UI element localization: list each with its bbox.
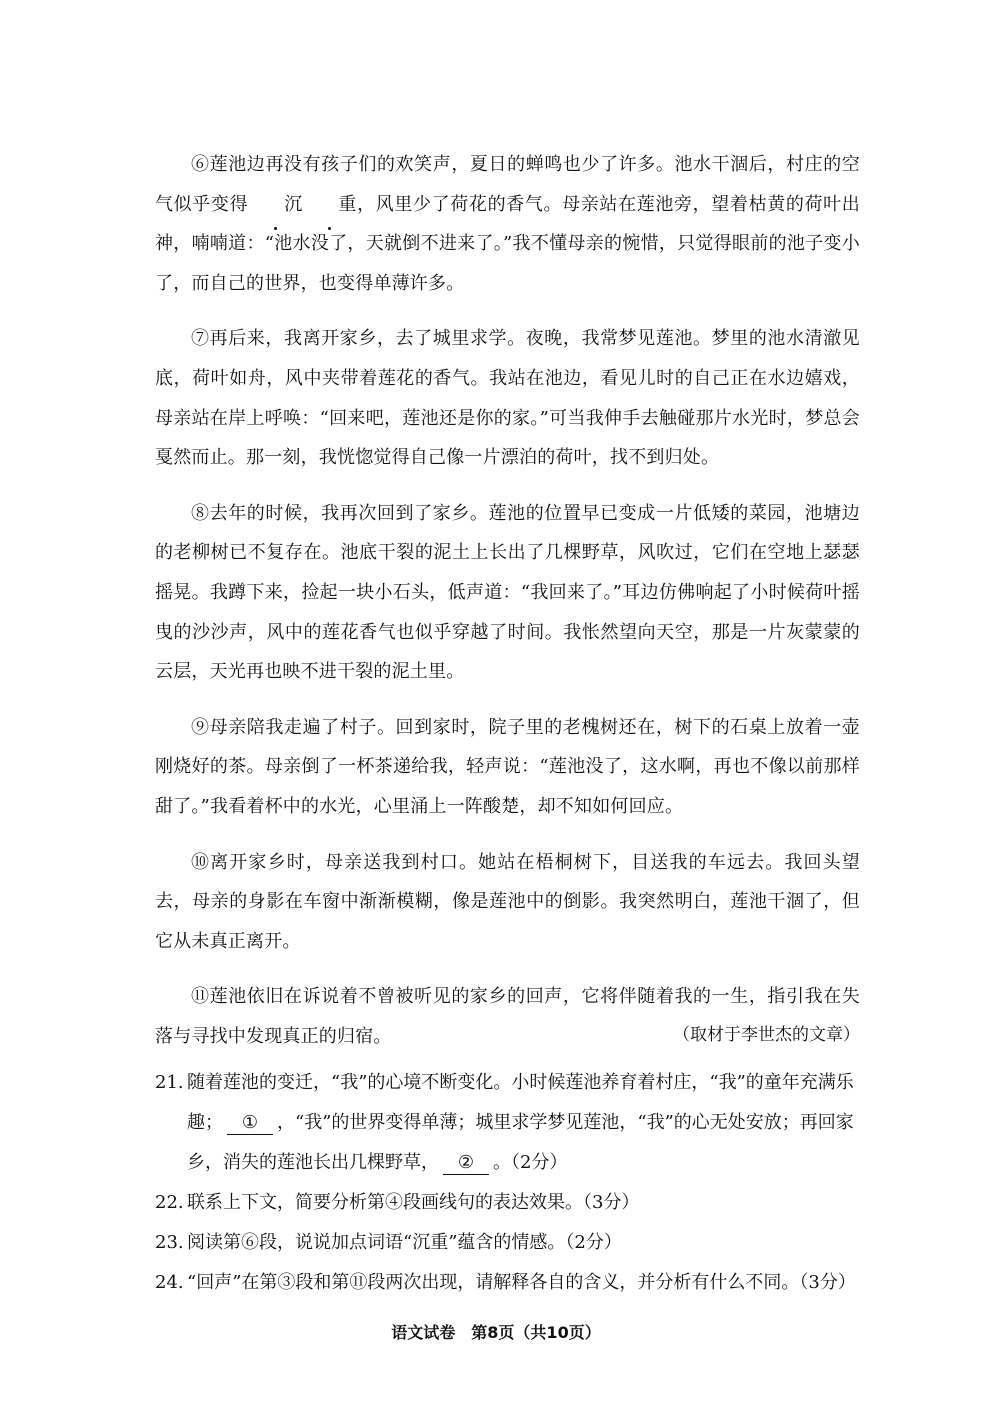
emphasis-dot-char: 重 xyxy=(302,185,356,225)
paragraph-6-text: ⑥莲池边再没有孩子们的欢笑声，夏日的蝉鸣也少了许多。池水干涸后，村庄的空气似乎变得 沉 重，风里少了荷花的香气。母亲站在莲池旁，望着枯黄的荷叶出神，喃喃道：“池水没了，天就倒不进来了。”我不懂母亲的惋惜，只觉得眼前的池子变小了，而自己的世界，也变得单薄许多。 xyxy=(155,154,860,294)
question-number: 24. xyxy=(155,1272,184,1293)
emphasis-dot-char: 沉 xyxy=(248,185,302,225)
question-21-text-a: 随着莲池的变迁，“我”的心境不断变化。小时候莲池养育着村庄，“我”的童年充满乐趣； xyxy=(187,1072,854,1133)
answer-blank-1[interactable] xyxy=(227,1112,273,1135)
blank-2-marker: ② xyxy=(457,1152,475,1173)
question-21-text-b: ，“我”的世界变得单薄；城里求学梦见莲池，“我”的心无处安放；再回家乡，消失的莲池长出几棵野草， xyxy=(187,1112,854,1173)
question-number: 22. xyxy=(155,1192,184,1213)
question-21 xyxy=(155,1063,865,1183)
paragraph-10: ⑩离开家乡时，母亲送我到村口。她站在梧桐树下，目送我的车远去。我回头望去，母亲的身影在车窗中渐渐模糊，像是莲池中的倒影。我突然明白，莲池干涸了，但它从未真正离开。 xyxy=(155,851,860,952)
article-body xyxy=(155,145,860,1072)
paragraph-11: ⑪莲池依旧在诉说着不曾被听见的家乡的回声，它将伴随着我的一生，指引我在失落与寻找中发现真正的归宿。 xyxy=(155,986,860,1047)
question-23-text: 阅读第⑥段，说说加点词语“沉重”蕴含的情感。（2分） xyxy=(187,1232,622,1253)
paragraph-8: ⑧去年的时候，我再次回到了家乡。莲池的位置早已变成一片低矮的菜园，池塘边的老柳树已不复存在。池底干裂的泥土上长出了几棵野草，风吹过，它们在空地上瑟瑟摇晃。我蹲下来，捡起一块小石头，低声道：“我回来了。”耳边仿佛响起了小时候荷叶摇曳的沙沙声，风中的莲花香气也似乎穿越了时间。我怅然望向天空，那是一片灰蒙蒙的云层，天光再也映不进干裂的泥土里。 xyxy=(155,502,860,683)
answer-blank-2[interactable] xyxy=(443,1152,489,1175)
question-24-text: “回声”在第③段和第⑪段两次出现，请解释各自的含义，并分析有什么不同。（3分） xyxy=(187,1272,856,1293)
paragraph-9: ⑨母亲陪我走遍了村子。回到家时，院子里的老槐树还在，树下的石桌上放着一壶刚烧好的茶。母亲倒了一杯茶递给我，轻声说：“莲池没了，这水啊，再也不像以前那样甜了。”我看着杯中的水光，心里涌上一阵酸楚，却不知如何回应。 xyxy=(155,716,860,817)
question-23 xyxy=(155,1223,865,1263)
question-22 xyxy=(155,1183,865,1223)
question-number: 21. xyxy=(155,1072,184,1093)
question-24 xyxy=(155,1263,865,1303)
paragraph-6 xyxy=(155,145,860,303)
blank-1-marker: ① xyxy=(241,1112,259,1133)
paragraph-7: ⑦再后来，我离开家乡，去了城里求学。夜晚，我常梦见莲池。梦里的池水清澈见底，荷叶如舟，风中夹带着莲花的香气。我站在池边，看见儿时的自己正在水边嬉戏，母亲站在岸上呼唤：“回来吧，莲池还是你的家。”可当我伸手去触碰那片水光时，梦总会戛然而止。那一刻，我恍惚觉得自己像一片漂泊的荷叶，找不到归处。 xyxy=(155,328,860,469)
question-22-text: 联系上下文，简要分析第④段画线句的表达效果。（3分） xyxy=(187,1192,640,1213)
question-number: 23. xyxy=(155,1232,184,1253)
question-21-text-c: 。（2分） xyxy=(493,1152,568,1173)
article-source: （取材于李世杰的文章） xyxy=(673,1025,860,1045)
page-footer: 语文试卷 第8页（共10页） xyxy=(391,1323,601,1342)
questions-section xyxy=(155,1063,865,1303)
